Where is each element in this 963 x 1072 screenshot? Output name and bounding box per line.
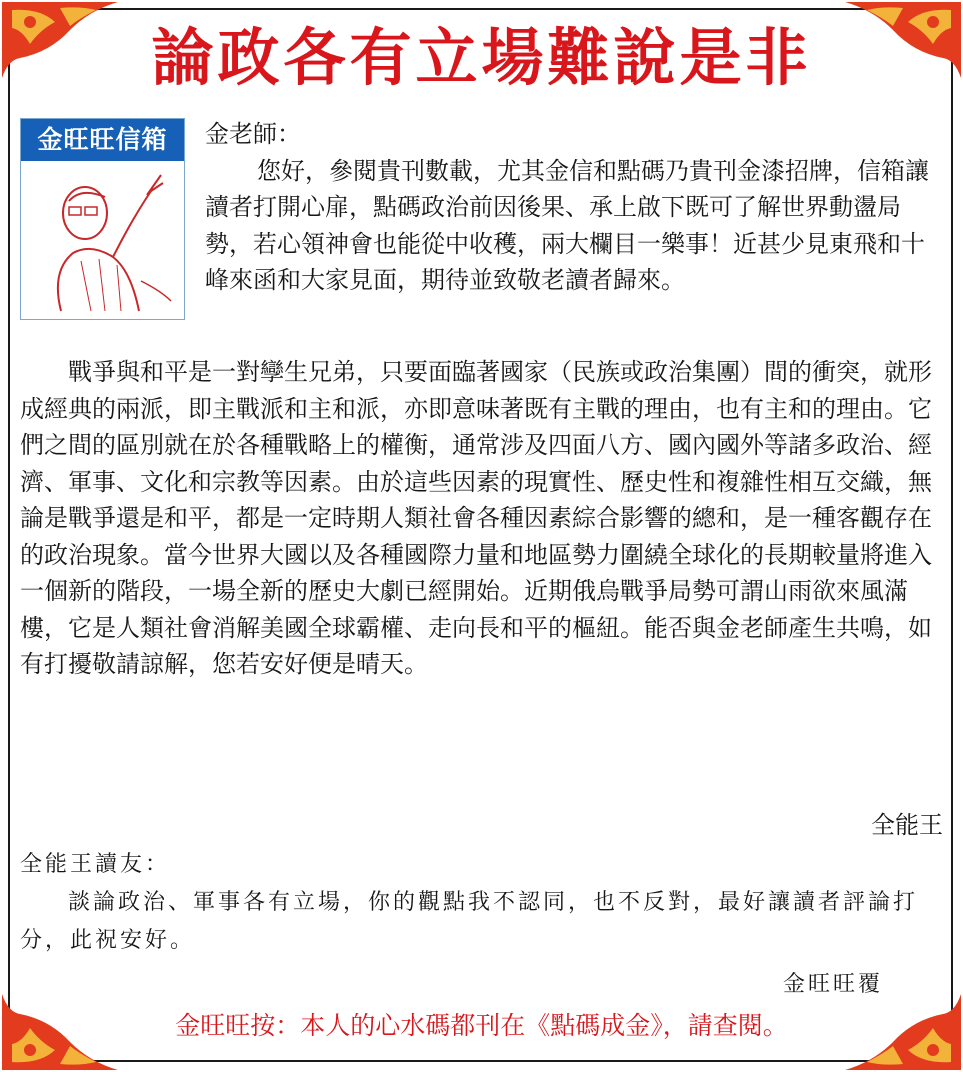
reply-salutation: 全能王讀友：	[20, 852, 171, 877]
reply-body: 談論政治、軍事各有立場，你的觀點我不認同，也不反對，最好讓讀者評論打分，此祝安好。	[20, 890, 919, 953]
footer-note: 金旺旺按：本人的心水碼都刊在《點碼成金》，請查閱。	[175, 1011, 788, 1040]
letter-signature: 全能王	[871, 811, 943, 839]
column-logo	[20, 118, 185, 320]
letter-paragraph-2: 戰爭與和平是一對孿生兄弟，只要面臨著國家（民族或政治集團）間的衝突，就形成經典的兩派，即主戰派和主和派，亦即意味著既有主戰的理由，也有主和的理由。它們之間的區別就在於各種戰略上的權衡，通常涉及四面八方、國內國外等諸多政治、經濟、軍事、文化和宗教等因素。由於這些因素的現實性、歷史性和複雜性相互交織，無論是戰爭還是和平，都是一定時期人類社會各種因素綜合影響的總和，是一種客觀存在的政治現象。當今世界大國以及各種國際力量和地區勢力圍繞全球化的長期較量將進入一個新的階段，一場全新的歷史大劇已經開始。近期俄烏戰爭局勢可謂山雨欲來風滿樓，它是人類社會消解美國全球霸權、走向長和平的樞紐。能否與金老師產生共鳴，如有打擾敬請諒解，您若安好便是晴天。	[20, 358, 932, 678]
letter-opening	[205, 116, 945, 299]
headline: 論政各有立場難說是非	[151, 21, 812, 94]
reply-signature: 金旺旺覆	[782, 972, 883, 997]
letter-salutation: 金老師：	[205, 120, 301, 148]
letter-body	[20, 354, 945, 683]
letter-paragraph-1: 您好，參閱貴刊數載，尤其金信和點碼乃貴刊金漆招牌，信箱讓讀者打開心扉，點碼政治前因後果、承上啟下既可了解世界動盪局勢，若心領神會也能從中收穫，兩大欄目一樂事！近甚少見東飛和十峰來函和大家見面，期待並致敬老讀者歸來。	[205, 156, 929, 294]
teacher-illustration	[21, 161, 184, 319]
reply-block	[20, 846, 945, 960]
column-name: 金旺旺信箱	[21, 119, 184, 161]
